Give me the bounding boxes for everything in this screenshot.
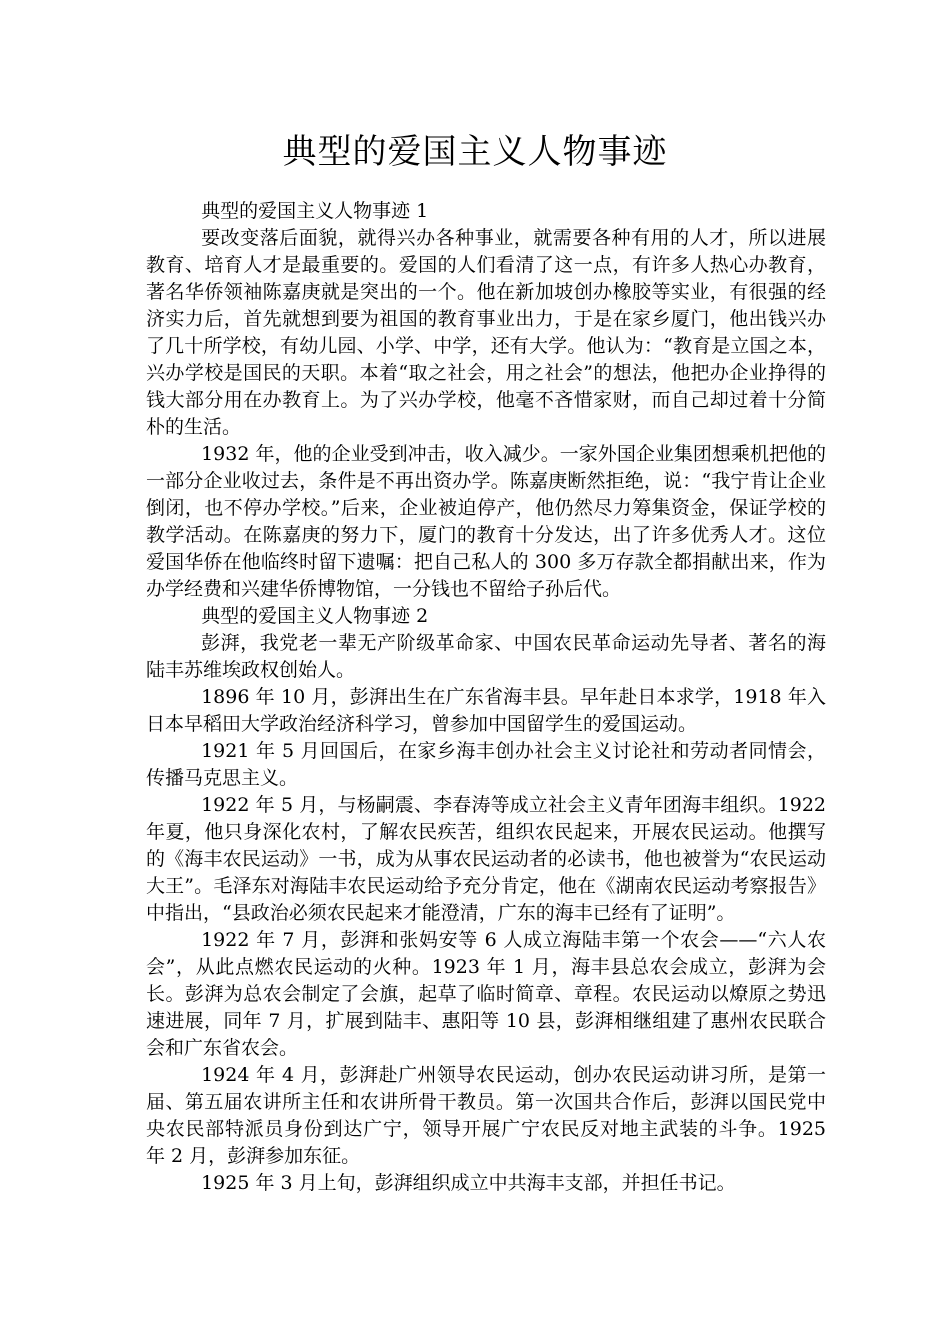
document-title: 典型的爱国主义人物事迹 (282, 132, 668, 172)
paragraph: 要改变落后面貌，就得兴办各种事业，就需要各种有用的人才，所以进展教育、培育人才是最重要的。爱国的人们看清了这一点，有许多人热心办教育，著名华侨领袖陈嘉庚就是突出的一个。他在新加坡创办橡胶等实业，有很强的经济实力后，首先就想到要为祖国的教育事业出力，于是在家乡厦门，他出钱兴办了几十所学校，有幼儿园、小学、中学，还有大学。他认为：“教育是立国之本，兴办学校是国民的天职。本着“取之社会，用之社会”的想法，他把办企业挣得的钱大部分用在办教育上。为了兴办学校，他毫不吝惜家财，而自己却过着十分简朴的生活。 (146, 227, 826, 438)
paragraph: 1924 年 4 月，彭湃赴广州领导农民运动，创办农民运动讲习所，是第一届、第五届农讲所主任和农讲所骨干教员。第一次国共合作后，彭湃以国民党中央农民部特派员身份到达广宁，领导开展广宁农民反对地主武装的斗争。1925 年 2 月，彭湃参加东征。 (146, 1064, 826, 1167)
paragraph: 1921 年 5 月回国后，在家乡海丰创办社会主义讨论社和劳动者同情会，传播马克思主义。 (146, 740, 826, 789)
paragraph: 1922 年 7 月，彭湃和张妈安等 6 人成立海陆丰第一个农会——“六人农会”，从此点燃农民运动的火种。1923 年 1 月，海丰县总农会成立，彭湃为会长。彭湃为总农会制定了会旗，起草了临时简章、章程。农民运动以燎原之势迅速进展，同年 7 月，扩展到陆丰、惠阳等 10 县，彭湃相继组建了惠州农民联合会和广东省农会。 (146, 929, 826, 1059)
paragraph: 1932 年，他的企业受到冲击，收入减少。一家外国企业集团想乘机把他的一部分企业收过去，条件是不再出资办学。陈嘉庚断然拒绝，说：“我宁肯让企业倒闭，也不停办学校。”后来，企业被迫停产，他仍然尽力筹集资金，保证学校的教学活动。在陈嘉庚的努力下，厦门的教育十分发达，出了许多优秀人才。这位爱国华侨在他临终时留下遗嘱：把自己私人的 300 多万存款全都捐献出来，作为办学经费和兴建华侨博物馆，一分钱也不留给子孙后代。 (146, 443, 826, 600)
section-heading: 典型的爱国主义人物事迹 1 (201, 200, 429, 222)
paragraph: 彭湃，我党老一辈无产阶级革命家、中国农民革命运动先导者、著名的海陆丰苏维埃政权创始人。 (146, 632, 826, 681)
paragraph: 1896 年 10 月，彭湃出生在广东省海丰县。早年赴日本求学，1918 年入日本早稻田大学政治经济科学习，曾参加中国留学生的爱国运动。 (146, 686, 826, 735)
paragraph: 1922 年 5 月，与杨嗣震、李春涛等成立社会主义青年团海丰组织。1922 年夏，他只身深化农村，了解农民疾苦，组织农民起来，开展农民运动。他撰写的《海丰农民运动》一书，成为从事农民运动者的必读书，他也被誉为“农民运动大王”。毛泽东对海陆丰农民运动给予充分肯定，他在《湖南农民运动考察报告》中指出，“县政治必须农民起来才能澄清，广东的海丰已经有了证明”。 (146, 794, 826, 924)
section-heading: 典型的爱国主义人物事迹 2 (201, 605, 429, 627)
document-body (146, 198, 826, 1197)
paragraph: 1925 年 3 月上旬，彭湃组织成立中共海丰支部，并担任书记。 (201, 1172, 736, 1194)
